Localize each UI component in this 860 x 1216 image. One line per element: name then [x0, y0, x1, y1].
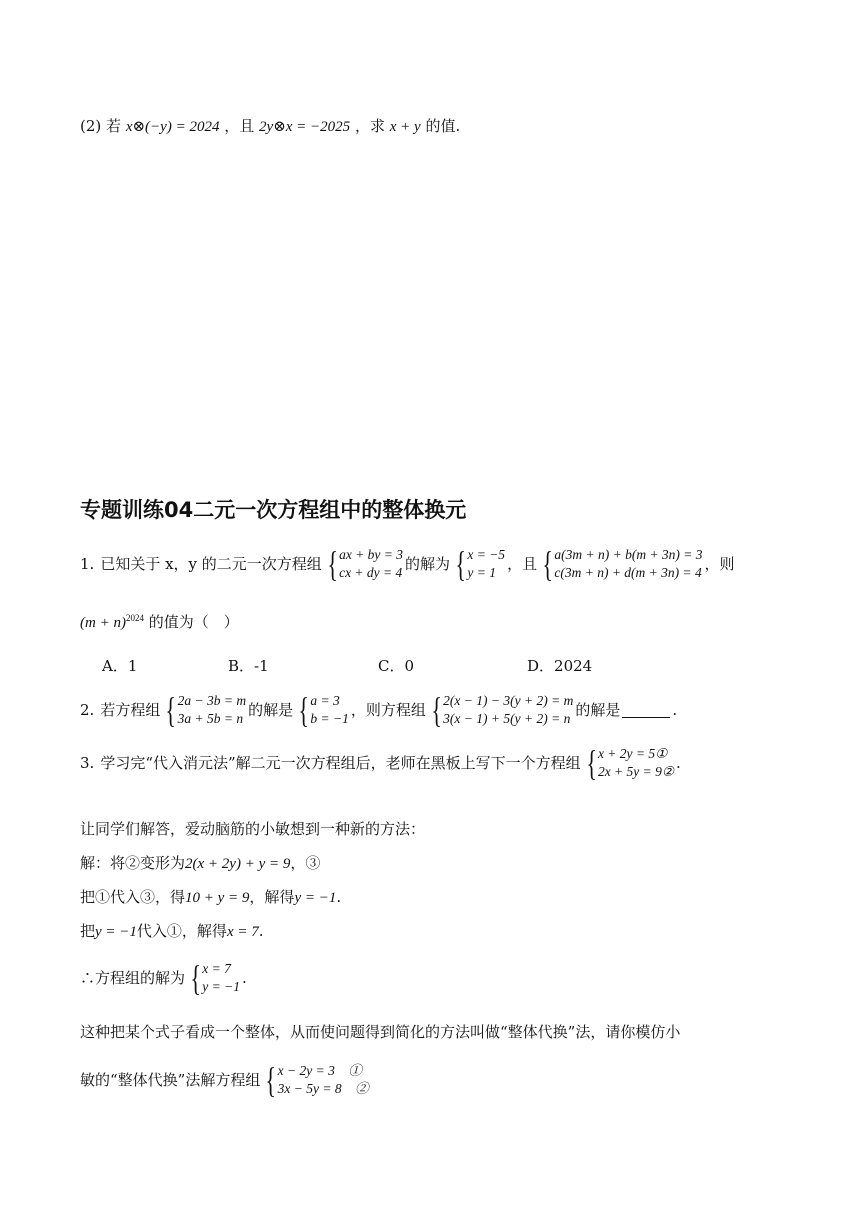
problem-3-paragraph: 这种把某个式子看成一个整体，从而使问题得到简化的方法叫做“整体代换”法，请你模仿小: [80, 1023, 681, 1041]
solution-step-3: 把y = −1代入①，解得x = 7.: [80, 922, 264, 940]
solution-system: { a = 3 b = −1: [298, 690, 349, 731]
condition-system: { a(3m + n) + b(m + 3n) = 3 c(3m + n) + d(m + 3n) = 4: [542, 544, 703, 585]
option-b[interactable]: B．-1: [228, 657, 269, 675]
problem-2: 2. 若方程组 { 2a − 3b = m 3a + 5b = n 的解是 { a = 3 b = −1 ，则方程组 { 2(x − 1) − 3(y + 2) = m 3(x − 1) + 5(y + 2) = n 的解是 .: [80, 690, 678, 731]
problem-3: 3. 学习完“代入消元法”解二元一次方程组后，老师在黑板上写下一个方程组 { x + 2y = 5① 2x + 5y = 9② .: [80, 743, 681, 784]
equation-2: 2y⊗x = −2025: [259, 119, 351, 135]
solution-system: { x = −5 y = 1: [455, 544, 506, 585]
solution-step-1: 解：将②变形为2(x + 2y) + y = 9，③: [80, 854, 321, 872]
problem-1-question: $(m + n)^{2024}$ 的值为（ ）: [80, 613, 239, 631]
solution-conclusion: ∴方程组的解为 { x = 7 y = −1 .: [80, 958, 247, 999]
option-d[interactable]: D．2024: [527, 657, 593, 675]
problem-3-line2: 让同学们解答，爱动脑筋的小敏想到一种新的方法：: [80, 820, 426, 838]
problem-number: 1.: [80, 554, 95, 573]
option-c[interactable]: C．0: [378, 657, 415, 675]
answer-blank[interactable]: [622, 703, 670, 718]
section-title: 专题训练04二元一次方程组中的整体换元: [80, 498, 467, 522]
equation-system: { x + 2y = 5① 2x + 5y = 9②: [586, 743, 674, 784]
equation-1: x⊗(−y) = 2024: [125, 119, 220, 135]
task-system: { x − 2y = 3 ① 3x − 5y = 8 ②: [265, 1060, 369, 1101]
problem-1: 1. 已知关于 x，y 的二元一次方程组 { ax + by = 3 cx + dy = 4 的解为 { x = −5 y = 1 ，且 { a(3m + n) + b(m + 3n) = 3 c(3m + n) + d(m + 3n) = 4 ，则: [80, 544, 735, 585]
problem-3-task: 敏的“整体代换”法解方程组 { x − 2y = 3 ① 3x − 5y = 8 ②: [80, 1060, 369, 1101]
target-expression: x + y: [389, 119, 421, 135]
target-system: { 2(x − 1) − 3(y + 2) = m 3(x − 1) + 5(y + 2) = n: [431, 690, 574, 731]
equation-system: { 2a − 3b = m 3a + 5b = n: [165, 690, 247, 731]
sub-question-2: (2) 若 x⊗(−y) = 2024 ，且 2y⊗x = −2025 ，求 x + y 的值.: [80, 117, 461, 135]
equation-system: { ax + by = 3 cx + dy = 4: [327, 544, 404, 585]
option-a[interactable]: A．1: [102, 657, 138, 675]
problem-number: 3.: [80, 753, 95, 772]
solution-step-2: 把①代入③，得10 + y = 9，解得y = −1.: [80, 888, 342, 906]
sub-question-label: (2): [80, 117, 102, 135]
problem-number: 2.: [80, 700, 95, 719]
solution-system: { x = 7 y = −1: [190, 958, 241, 999]
